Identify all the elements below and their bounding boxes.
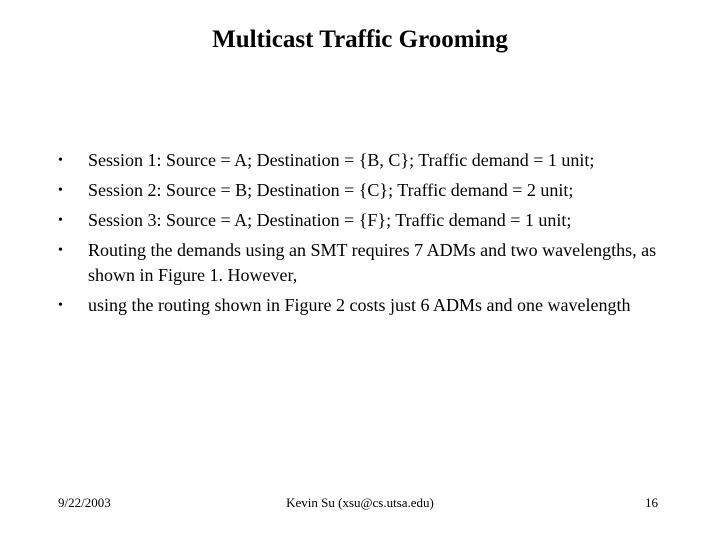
bullet-item <box>58 208 658 233</box>
bullet-list <box>58 148 658 323</box>
page-number: 16 <box>645 495 658 510</box>
bullet-icon: • <box>58 153 63 168</box>
bullet-icon: • <box>58 243 63 258</box>
bullet-item <box>58 293 658 318</box>
bullet-icon: • <box>58 298 63 313</box>
bullet-item <box>58 238 658 288</box>
bullet-icon: • <box>58 183 63 198</box>
bullet-text: Session 2: Source = B; Destination = {C}; Traffic demand = 2 unit; <box>88 180 574 200</box>
bullet-text: Routing the demands using an SMT requires 7 ADMs and two wavelengths, as shown in Figure 1. However, <box>88 240 657 285</box>
slide-title: Multicast Traffic Grooming <box>212 26 508 53</box>
bullet-text: Session 1: Source = A; Destination = {B, C}; Traffic demand = 1 unit; <box>88 150 595 170</box>
bullet-text: using the routing shown in Figure 2 costs just 6 ADMs and one wavelength <box>88 295 631 315</box>
bullet-item <box>58 148 658 173</box>
bullet-item <box>58 178 658 203</box>
footer-author: Kevin Su (xsu@cs.utsa.edu) <box>286 495 434 510</box>
footer-date: 9/22/2003 <box>58 495 111 510</box>
bullet-icon: • <box>58 213 63 228</box>
bullet-text: Session 3: Source = A; Destination = {F}; Traffic demand = 1 unit; <box>88 210 572 230</box>
